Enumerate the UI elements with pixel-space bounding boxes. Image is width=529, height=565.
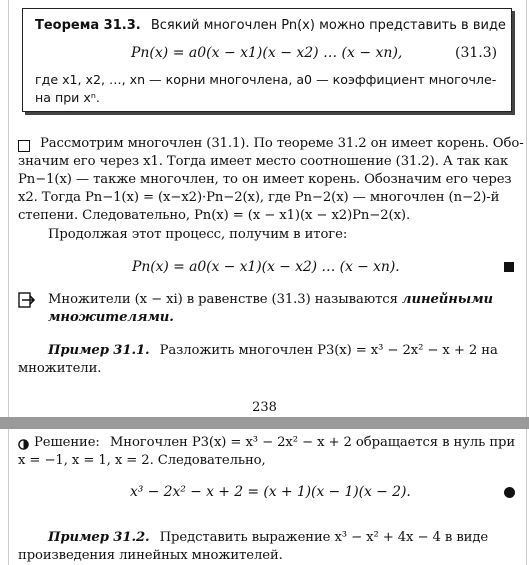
- example2-line2: произведения линейных множителей.: [18, 548, 283, 563]
- qed-square-icon: [504, 262, 514, 272]
- solution-line2: x = −1, x = 1, x = 2. Следовательно,: [18, 453, 266, 468]
- example1-line2: множители.: [18, 361, 102, 376]
- note-term-part2: множителями.: [48, 310, 174, 325]
- example2-line1: Представить выражение x³ − x² + 4x − 4 в виде: [159, 530, 489, 545]
- proof-line-5: степени. Следовательно, Pn(x) = (x − x1)(x − x2)Pn−2(x).: [18, 208, 411, 223]
- page-gap: [0, 417, 529, 429]
- proof-result-formula: Pn(x) = a0(x − x1)(x − x2) … (x − xn).: [132, 259, 400, 275]
- solution-end-dot-icon: [504, 487, 515, 498]
- theorem-formula: Pn(x) = a0(x − x1)(x − x2) … (x − xn),: [131, 45, 403, 61]
- proof-line-1: Рассмотрим многочлен (31.1). По теореме 31.2 он имеет корень. Обо-: [40, 136, 524, 151]
- theorem-statement: Всякий многочлен Pn(x) можно представить в виде: [150, 18, 506, 33]
- example1-label: Пример 31.1.: [48, 343, 150, 358]
- theorem-note-line1: где x1, x2, …, xn — корни многочлена, a0 — коэффициент многочле-: [35, 72, 497, 87]
- solution-formula: x³ − 2x² − x + 2 = (x + 1)(x − 1)(x − 2).: [130, 484, 411, 500]
- note-arrow-icon: [18, 292, 36, 308]
- solution-label: Решение:: [34, 435, 100, 450]
- proof-line-4: x2. Тогда Pn−1(x) = (x−x2)·Pn−2(x), где Pn−2(x) — многочлен (n−2)-й: [18, 190, 500, 205]
- solution-line1: Многочлен P3(x) = x³ − 2x² − x + 2 обращается в нуль при: [109, 435, 516, 450]
- proof-start-square-icon: [18, 140, 30, 152]
- theorem-equation-number: (31.3): [455, 45, 498, 61]
- proof-line-6: Продолжая этот процесс, получим в итоге:: [48, 227, 348, 242]
- theorem-note-line2: на при xⁿ.: [35, 90, 100, 105]
- note-term-part1: линейными: [401, 292, 494, 307]
- note-text: Множители (x − xi) в равенстве (31.3) называются: [48, 292, 398, 307]
- example1-line1: Разложить многочлен P3(x) = x³ − 2x² − x + 2 на: [159, 343, 498, 358]
- proof-line-3: Pn−1(x) — также многочлен, то он имеет корень. Обозначим его через: [18, 172, 512, 187]
- theorem-title: Теорема 31.3.: [35, 18, 141, 33]
- example2-label: Пример 31.2.: [48, 530, 150, 545]
- solution-circle-icon: [18, 439, 29, 450]
- theorem-box: [22, 8, 512, 112]
- page-number: 238: [252, 400, 277, 415]
- proof-line-2: значим его через x1. Тогда имеет место соотношение (31.2). А так как: [18, 154, 509, 169]
